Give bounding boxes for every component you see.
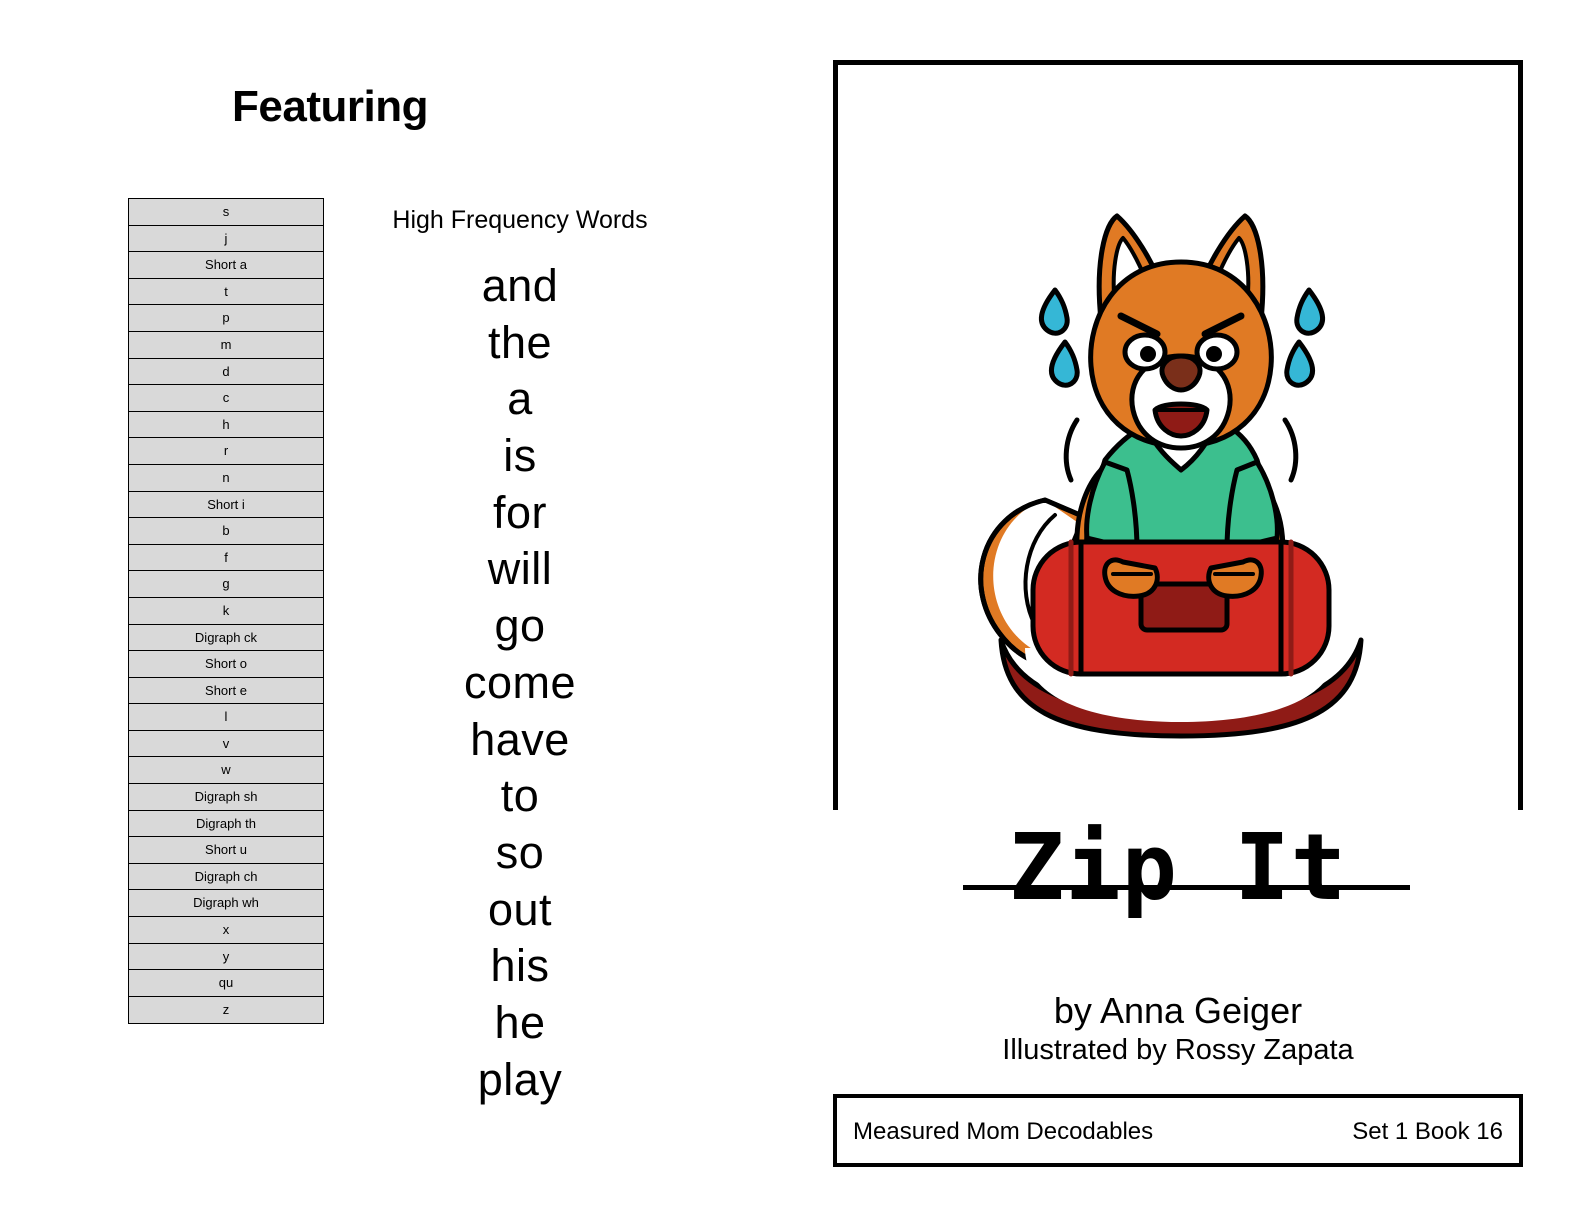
table-row: Short u [129, 837, 323, 864]
list-item: out [487, 883, 553, 935]
list-item: so [495, 826, 545, 878]
table-row: Short i [129, 492, 323, 519]
table-row: qu [129, 970, 323, 997]
list-item: will [487, 543, 553, 595]
set-book-label: Set 1 Book 16 [1352, 1118, 1503, 1145]
list-item: and [481, 260, 559, 311]
table-row: Digraph ch [129, 864, 323, 891]
author-byline: by Anna Geiger [1053, 990, 1303, 1031]
cover-footer-box [833, 1094, 1523, 1167]
list-item: he [494, 996, 546, 1048]
page-title: Featuring [232, 82, 428, 131]
table-row: w [129, 757, 323, 784]
table-row: b [129, 518, 323, 545]
table-row: p [129, 305, 323, 332]
left-page [0, 0, 790, 1224]
table-row: t [129, 279, 323, 306]
book-title: Zip It [1008, 814, 1348, 921]
phonics-skills-table [128, 198, 324, 1024]
table-row: s [129, 199, 323, 226]
list-item: the [487, 316, 553, 368]
list-item: his [490, 940, 550, 992]
table-row: r [129, 438, 323, 465]
list-item: for [492, 486, 547, 538]
series-label: Measured Mom Decodables [853, 1118, 1154, 1145]
table-row: g [129, 571, 323, 598]
high-frequency-words-heading: High Frequency Words [392, 206, 648, 234]
high-frequency-words-block [370, 204, 670, 1108]
list-item: go [494, 600, 546, 652]
table-row: x [129, 917, 323, 944]
list-item: is [503, 430, 537, 482]
table-row: Digraph wh [129, 890, 323, 917]
table-row: l [129, 704, 323, 731]
list-item: have [470, 713, 570, 765]
table-row: Short o [129, 651, 323, 678]
list-item: play [477, 1053, 563, 1105]
table-row: h [129, 412, 323, 439]
table-row: Digraph sh [129, 784, 323, 811]
table-row: m [129, 332, 323, 359]
fox-with-duffel-bag-illustration [905, 170, 1465, 760]
list-item: come [463, 656, 577, 708]
table-row: Short e [129, 678, 323, 705]
table-row: f [129, 545, 323, 572]
table-row: n [129, 465, 323, 492]
table-row: c [129, 385, 323, 412]
table-row: Digraph th [129, 811, 323, 838]
illustrator-credit: Illustrated by Rossy Zapata [1002, 1034, 1354, 1066]
table-row: Short a [129, 252, 323, 279]
table-row: j [129, 226, 323, 253]
table-row: k [129, 598, 323, 625]
table-row: d [129, 359, 323, 386]
list-item: to [500, 770, 540, 822]
table-row: Digraph ck [129, 625, 323, 652]
list-item: a [507, 373, 533, 425]
table-row: y [129, 944, 323, 971]
table-row: v [129, 731, 323, 758]
table-row: z [129, 997, 323, 1024]
